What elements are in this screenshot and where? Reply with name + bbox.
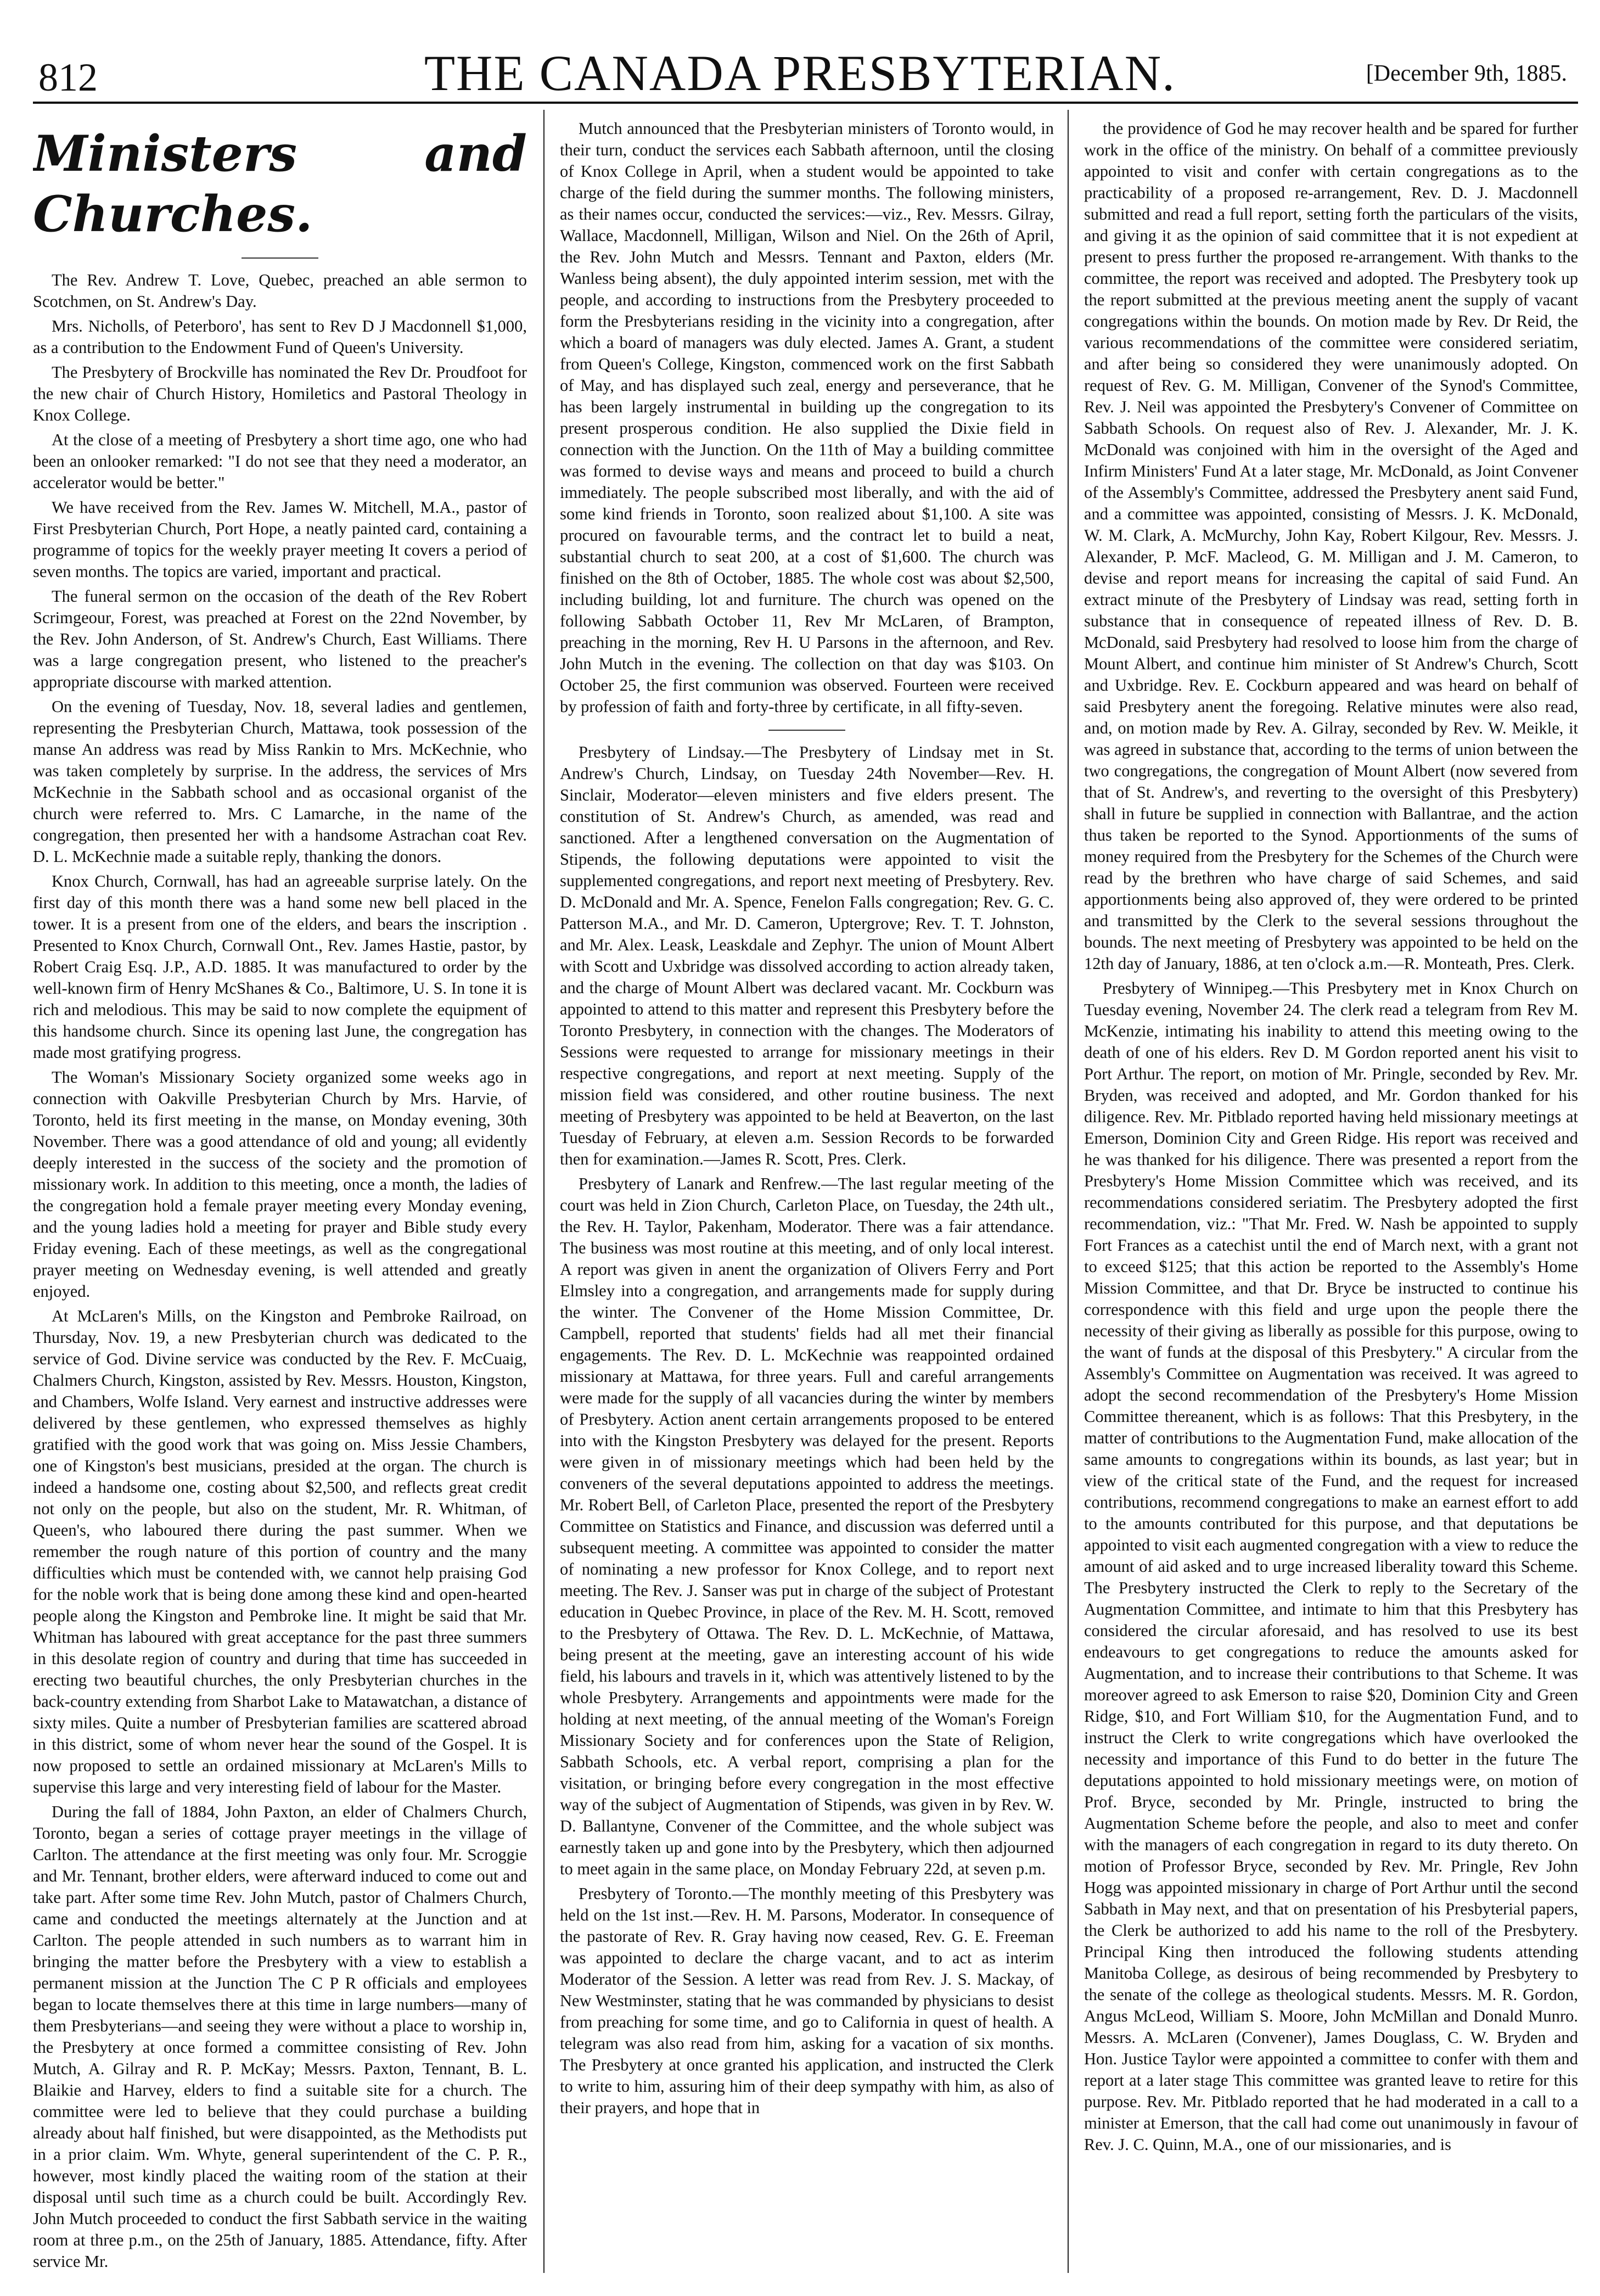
paragraph: Presbytery of Lanark and Renfrew.—The last regular meeting of the court was held in Zion Church, Carleton Place, on Tuesday, the 24th ult., the Rev. H. Taylor, Pakenham, Moderator. There was a fair attendance. The business was most routine at this meeting, and of only local interest. A report was given in anent the organization of Olivers Ferry and Port Elmsley into a congregation, and arrangements made for supply during the winter. The Convener of the Home Mission Committee, Dr. Campbell, reported that students' fields had all met their financial engagements. The Rev. D. L. McKechnie was reappointed ordained missionary at Mattawa, for three years. Full and careful arrangements were made for the supply of all vacancies during the winter by members of Presbytery. Action anent certain arrangements proposed to be entered into with the Kingston Presbytery was delayed for the present. Reports were given in of missionary meetings which had been held by the conveners of the several deputations appointed to address the meetings. Mr. Robert Bell, of Carleton Place, presented the report of the Presbytery Committee on Statistics and Finance, and discussion was deferred until a subsequent meeting. A committee was appointed to consider the matter of nominating a new professor for Knox College, and to report next meeting. The Rev. J. Sanser was put in charge of the subject of Protestant education in Quebec Province, in place of the Rev. M. H. Scott, removed to the Presbytery of Ottawa. The Rev. D. L. McKechnie, of Mattawa, being present at the meeting, gave an interesting account of his wide field, his labours and travels in it, which was attentively listened to by the whole Presbytery. Arrangements and appointments were made for the holding at next meeting, of the annual meeting of the Woman's Foreign Missionary Society and for conferences upon the State of Religion, Sabbath Schools, etc. A verbal report, comprising a plan for the visitation, or bringing before every congregation in the most effective way of the subject of Augmentation of Stipends, was given in by Rev. W. D. Ballantyne, Convener of the Committee, and the whole subject was earnestly taken up and gone into by the Presbytery, which then adjourned to meet again in the same place, on Monday February 22d, at seven p.m. (560, 1174, 1054, 1878)
column-rule-2 (1068, 110, 1069, 2273)
issue-date: [December 9th, 1885. (1366, 61, 1567, 86)
paragraph: The Woman's Missionary Society organized some weeks ago in connection with Oakville Presbyterian Church by Mrs. Harvie, of Toronto, held its first meeting in the manse, on Monday evening, 30th November. There was a good attendance of old and young; all evidently deeply interested in the success of the society and the promotion of missionary work. In addition to this meeting, once a month, the ladies of the congregation hold a female prayer meeting every Monday evening, and the young ladies hold a meeting for prayer and Bible study every Friday evening. Each of these meetings, as well as the congregational prayer meeting on Wednesday evening, is well attended and greatly enjoyed. (33, 1068, 527, 1301)
column-2 (560, 118, 1054, 2270)
paragraph: Presbytery of Toronto.—The monthly meeting of this Presbytery was held on the 1st inst.—Rev. H. M. Parsons, Moderator. In consequence of the pastorate of Rev. R. Gray having now ceased, Rev. G. E. Freeman was appointed to declare the charge vacant, and to act as interim Moderator of the Session. A letter was read from Rev. J. S. Mackay, of New Westminster, stating that he was commanded by physicians to desist from preaching for some time, and go to California in quest of health. A telegram was also read from him, asking for a vacation of six months. The Presbytery at once granted his application, and instructed the Clerk to write to him, assuring him of their deep sympathy with him, as also of their prayers, and hope that in (560, 1884, 1054, 2117)
paragraph: At McLaren's Mills, on the Kingston and Pembroke Railroad, on Thursday, Nov. 19, a new Presbyterian church was dedicated to the service of God. Divine service was conducted by the Rev. F. McCuaig, Chalmers Church, Kingston, assisted by Rev. Messrs. Houston, Kingston, and Chambers, Wolfe Island. Very earnest and instructive addresses were delivered by these gentlemen, who expressed themselves as highly gratified with the good work that was going on. Miss Jessie Chambers, one of Kingston's best musicians, presided at the organ. The church is indeed a handsome one, costing about $2,500, and reflects great credit not only on the people, but also on the student, Mr. R. Whitman, of Queen's, who laboured there during the past summer. When we remember the rough nature of this portion of country and the many difficulties which must be contended with, we cannot help praising God for the noble work that is being done among these kind and open-hearted people along the Kingston and Pembroke line. It might be said that Mr. Whitman has laboured with great acceptance for the past three summers in this desolate region of country and during that time has succeeded in erecting two beautiful churches, the only Presbyterian churches in the back-country extending from Sharbot Lake to Matawatchan, a distance of sixty miles. Quite a number of Presbyterian families are scattered abroad in this district, some of whom never hear the sound of the Gospel. It is now proposed to settle an ordained missionary at McLaren's Mills to supervise this large and very interesting field of labour for the Master. (33, 1307, 527, 1796)
paragraph: Mrs. Nicholls, of Peterboro', has sent to Rev D J Macdonnell $1,000, as a contribution to the Endowment Fund of Queen's University. (33, 317, 527, 357)
column-1 (33, 118, 527, 2270)
publication-title: THE CANADA PRESBYTERIAN. (424, 45, 1176, 101)
column-1-body (33, 270, 527, 2270)
paragraph: the providence of God he may recover health and be spared for further work in the office of the ministry. On behalf of a committee previously appointed to visit and confer with certain congregations as to the practicability of a proposed re-arrangement, Rev. D. J. Macdonnell submitted and read a full report, setting forth the particulars of the visits, and giving it as the opinion of said committee that it is not expedient at present to press further the proposed re-arrangement. With thanks to the committee, the report was received and adopted. The Presbytery took up the report submitted at the previous meeting anent the supply of vacant congregations within the bounds. On motion made by Rev. Dr Reid, the various recommendations of the committee were considered seriatim, and after being so considered they were unanimously adopted. On request of Rev. G. M. Milligan, Convener of the Synod's Committee, Rev. J. Neil was appointed the Presbytery's Convener of Committee on Sabbath Schools. On request also of Rev. J. Alexander, Mr. J. K. McDonald was conjoined with him in the oversight of the Aged and Infirm Ministers' Fund At a later stage, Mr. McDonald, as Joint Convener of the Assembly's Committee, addressed the Presbytery anent said Fund, and a committee was appointed, consisting of Messrs. J. K. McDonald, W. M. Clark, A. McMurchy, John Kay, Robert Kilgour, Rev. Messrs. J. Alexander, P. McF. Macleod, G. M. Milligan and J. M. Cameron, to devise and report means for increasing the capital of said Fund. An extract minute of the Presbytery of Lindsay was read, setting forth in substance that in consequence of repeated illness of Rev. D. B. McDonald, said Presbytery had resolved to loose him from the charge of Mount Albert, and continue him minister of St Andrew's Church, Scott and Uxbridge. Rev. E. Cockburn appeared and was heard on behalf of said Presbytery anent the foregoing. Relative minutes were also read, and, on motion made by Rev. A. Gilray, seconded by Rev. W. Meikle, it was agreed in substance that, according to the terms of union between the two congregations, the congregation of Mount Albert (now severed from that of St. Andrew's, and reverting to the oversight of this Presbytery) shall in future be supplied in connection with Ballantrae, and the action thus taken be reported to the Synod. Apportionments of the sums of money required from the Presbytery for the Schemes of the Church were read by the brethren who have charge of said Schemes, and said apportionments being also approved of, they were ordered to be printed and transmitted by the Clerk to the several sessions throughout the bounds. The next meeting of Presbytery was appointed to be held on the 12th day of January, 1886, at ten o'clock a.m.—R. Monteath, Pres. Clerk. (1084, 119, 1578, 973)
page-number: 812 (38, 55, 98, 99)
paragraph: Mutch announced that the Presbyterian ministers of Toronto would, in their turn, conduct the services each Sabbath afternoon, until the closing of Knox College in April, when a student would be appointed to take charge of the field during the summer months. The following ministers, as their names occur, conducted the services:—viz., Rev. Messrs. Gilray, Wallace, Macdonnell, Milligan, Wilson and Niel. On the 26th of April, the Rev. John Mutch and Messrs. Tennant and Paxton, elders (Mr. Wanless being absent), the duly appointed interim session, met with the people, and according to instructions from the Presbytery proceeded to form the Presbyterians residing in the vicinity into a congregation, after which a board of managers was duly elected. James A. Grant, a student from Queen's College, Kingston, commenced work on the first Sabbath of May, and has displayed such zeal, energy and perseverance, that he has been largely instrumental in building up the congregation to its present prosperous condition. He also supplied the Dixie field in connection with the Junction. On the 11th of May a building committee was formed to devise ways and means and proceed to build a church immediately. The people subscribed most liberally, and with the aid of some kind friends in Toronto, soon realized about $1,100. A site was procured on favourable terms, and the contract let to build a neat, substantial church to seat 200, at a cost of $1,600. The church was finished on the 8th of October, 1885. The whole cost was about $2,500, including building, lot and furniture. The church was opened on the following Sabbath October 11, Rev Mr McLaren, of Brampton, preaching in the morning, Rev H. U Parsons in the afternoon, and Rev. John Mutch in the evening. The collection on that day was $103. On October 25, the first communion was observed. Fourteen were received by profession of faith and forty-three by certificate, in all fifty-seven. (560, 119, 1054, 716)
header-rule (33, 102, 1578, 104)
paragraph: Knox Church, Cornwall, has had an agreeable surprise lately. On the first day of this month there was a hand some new bell placed in the tower. It is a present from one of the elders, and bears the inscription . Presented to Knox Church, Cornwall Ont., Rev. James Hastie, pastor, by Robert Craig Esq. J.P., A.D. 1885. It was manufactured to order by the well-known firm of Henry McShanes & Co., Baltimore, U. S. In tone it is rich and melodious. This may be said to now complete the equipment of this handsome church. Since its opening last June, the congregation has made most gratifying progress. (33, 872, 527, 1062)
column-2-bottom-body (560, 742, 1054, 2119)
paragraph: Presbytery of Lindsay.—The Presbytery of Lindsay met in St. Andrew's Church, Lindsay, on Tuesday 24th November—Rev. H. Sinclair, Moderator—eleven ministers and five elders present. The constitution of St. Andrew's Church, as amended, was read and sanctioned. After a lengthened conversation on the Augmentation of Stipends, the following deputations were appointed to visit the supplemented congregations, and report next meeting of Presbytery. Rev. D. McDonald and Mr. A. Spence, Fenelon Falls congregation; Rev. G. C. Patterson M.A., and Mr. D. Cameron, Uptergrove; Rev. T. T. Johnston, and Mr. Alex. Leask, Leaskdale and Zephyr. The union of Mount Albert with Scott and Uxbridge was dissolved according to action already taken, and the charge of Mount Albert was declared vacant. Mr. Cockburn was appointed to attend to this matter and represent this Presbytery before the Toronto Presbytery, in connection with the changes. The Moderators of Sessions were requested to arrange for missionary meetings in their respective congregations, and report at next meeting. Supply of the mission field was considered, and other routine business. The next meeting of Presbytery was appointed to be held at Beaverton, on the last Tuesday of February, at eleven a.m. Session Records to be forwarded then for examination.—James R. Scott, Pres. Clerk. (560, 743, 1054, 1168)
paragraph: During the fall of 1884, John Paxton, an elder of Chalmers Church, Toronto, began a series of cottage prayer meetings in the village of Carlton. The attendance at the first meeting was only four. Mr. Scroggie and Mr. Tennant, brother elders, were afterward induced to come out and take part. After some time Rev. John Mutch, pastor of Chalmers Church, came and conducted the meetings alternately at the Junction and at Carlton. The people attended in such numbers as to warrant him in bringing the matter before the Presbytery with a view to establish a permanent mission at the Junction The C P R officials and employees began to locate themselves there at this time in large numbers—many of them Presbyterians—and seeing they were without a place to worship in, the Presbytery at once formed a committee consisting of Rev. John Mutch, A. Gilray and R. P. McKay; Messrs. Paxton, Tennant, B. L. Blaikie and Harvey, elders to find a suitable site for a church. The committee were led to believe that they could purchase a building already about half finished, but were disappointed, as the Methodists put in a prior claim. Wm. Whyte, general superintendent of the C. P. R., however, most kindly placed the waiting room of the station at their disposal until such time as a church could be built. Accordingly Rev. John Mutch proceeded to conduct the first Sabbath service in the waiting room at three p.m., on the 25th of January, 1885. Attendance, fifty. After service Mr. (33, 1802, 527, 2270)
paragraph: At the close of a meeting of Presbytery a short time ago, one who had been an onlooker remarked: "I do not see that they need a moderator, an accelerator would be better." (33, 430, 527, 492)
paragraph: Presbytery of Winnipeg.—This Presbytery met in Knox Church on Tuesday evening, November 24. The clerk read a telegram from Rev M. McKenzie, intimating his inability to attend this meeting owing to the death of one of his elders. Rev D. M Gordon reported anent his visit to Port Arthur. The report, on motion of Mr. Pringle, seconded by Rev. Mr. Bryden, was received and adopted, and Mr. Gordon thanked for his diligence. Rev. Mr. Pitblado reported having held missionary meetings at Emerson, Dominion City and Green Ridge. His report was received and he was thanked for his diligence. There was presented a report from the Presbytery's Home Mission Committee which was received, and its recommendations considered seriatim. The Presbytery adopted the first recommendation, viz.: "That Mr. Fred. W. Nash be appointed to supply Fort Frances as a catechist until the end of March next, with a grant not to exceed $125; that this action be reported to the Assembly's Home Mission Committee, and that Dr. Bryce be instructed to continue his correspondence with this field and urge upon the people there the necessity of their giving as liberally as possible for this purpose, owing to the want of funds at the disposal of this Presbytery." A circular from the Assembly's Committee on Augmentation was received. It was agreed to adopt the second recommendation of the Presbytery's Home Mission Committee thereanent, which is as follows: That this Presbytery, in the matter of contributions to the Augmentation Fund, make allocation of the same amounts to congregations within its bounds, as last year; but in view of the critical state of the Fund, and the request for increased contributions, recommend congregations to make an earnest effort to add to the amounts contributed for this purpose, and that deputations be appointed to visit each augmented congregation with a view to reduce the amount of aid asked and to urge increased liberality toward this Scheme. The Presbytery instructed the Clerk to reply to the Secretary of the Augmentation Committee, and intimate to him that this Presbytery has considered the circular aforesaid, and has resolved to use its best endeavours to get congregations to reduce the amounts asked for Augmentation, and to increase their contributions to that Scheme. It was moreover agreed to ask Emerson to raise $20, Dominion City and Green Ridge, $10, and Fort William $10, for the Augmentation Fund, and to instruct the Clerk to write congregations which have overlooked the necessity and importance of this Fund to do better in the future The deputations appointed to hold missionary meetings were, on motion of Prof. Bryce, seconded by Mr. Pringle, instructed to bring the Augmentation Scheme before the people, and also to meet and confer with the managers of each congregation in regard to its duty thereto. On motion of Professor Bryce, seconded by Rev. Mr. Pringle, Rev John Hogg was appointed missionary in charge of Port Arthur until the second Sabbath in May next, and that on presentation of his Presbyterial papers, the Clerk be authorized to add his name to the roll of the Presbytery. Principal King then introduced the following students attending Manitoba College, as desirous of being recommended by Presbytery to the senate of the college as theological students. Messrs. M. R. Gordon, Angus McLeod, William S. Moore, John McMillan and Donald Munro. Messrs. A. McLaren (Convener), James Douglass, C. W. Bryden and Hon. Justice Taylor were appointed a committee to confer with them and report at a later stage This committee was granted leave to retire for this purpose. Rev. Mr. Pitblado reported that he had moderated in a call to a minister at Emerson, that the call had come out unanimously in favour of Rev. J. C. Quinn, M.A., one of our missionaries, and is (1084, 979, 1578, 2154)
column-3 (1084, 118, 1578, 2270)
paragraph: The Presbytery of Brockville has nominated the Rev Dr. Proudfoot for the new chair of Church History, Homiletics and Pastoral Theology in Knox College. (33, 363, 527, 424)
paragraph: We have received from the Rev. James W. Mitchell, M.A., pastor of First Presbyterian Church, Port Hope, a neatly painted card, containing a programme of topics for the weekly prayer meeting It covers a period of seven months. The topics are varied, important and practical. (33, 498, 527, 581)
paragraph: The Rev. Andrew T. Love, Quebec, preached an able sermon to Scotchmen, on St. Andrew's Day. (33, 271, 527, 311)
page-header (22, 16, 1578, 99)
article-separator (768, 730, 845, 731)
paragraph: The funeral sermon on the occasion of the death of the Rev Robert Scrimgeour, Forest, was preached at Forest on the 22nd November, by the Rev. John Anderson, of St. Andrew's Church, East Williams. There was a large congregation present, who listened to the preacher's appropriate discourse with marked attention. (33, 587, 527, 691)
paragraph: On the evening of Tuesday, Nov. 18, several ladies and gentlemen, representing the Presbyterian Church, Mattawa, took possession of the manse An address was read by Miss Rankin to Mrs. McKechnie, who was taken completely by surprise. In the address, the services of Mrs McKechnie in the Sabbath school and as occasional organist of the church were referred to. Mrs. C Lamarche, in the name of the congregation, then presented her with a handsome Astrachan coat Rev. D. L. McKechnie made a suitable reply, thanking the donors. (33, 697, 527, 866)
column-rule-1 (543, 110, 544, 2273)
column-2-top-body (560, 118, 1054, 718)
heading-separator (242, 257, 318, 259)
column-3-body (1084, 118, 1578, 2155)
newspaper-page (22, 16, 1578, 2278)
section-heading: Ministers and Churches. (33, 125, 527, 243)
